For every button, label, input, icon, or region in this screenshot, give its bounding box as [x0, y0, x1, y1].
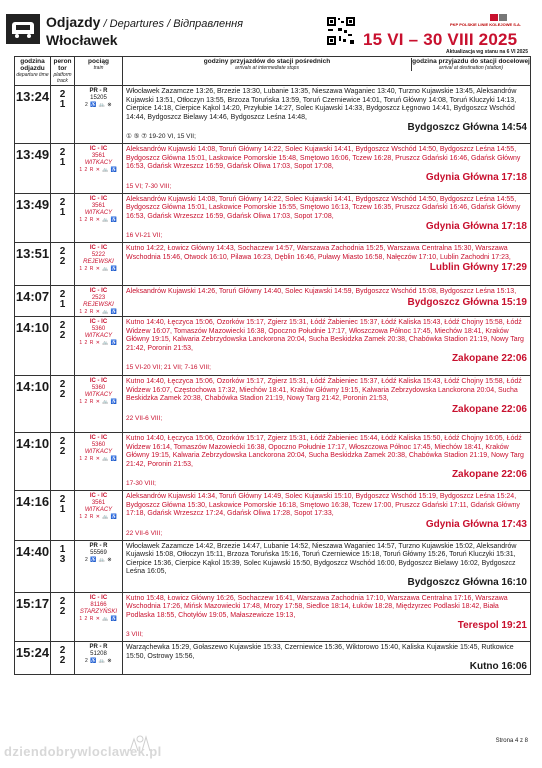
stops-cell: [123, 243, 531, 286]
track: 2: [59, 389, 66, 400]
train-name: REJEWSKI: [83, 259, 114, 265]
train-name: WITKACY: [84, 507, 113, 513]
carrier: IC - IC: [89, 493, 108, 499]
header: [0, 0, 542, 56]
update-note: Aktualizacja wg stanu na 6 VI 2025: [446, 49, 528, 55]
train-info: [75, 286, 123, 317]
platform-track: [51, 243, 75, 286]
intermediate-stops: Kutno 14:40, Łęczyca 15:06, Ozorków 15:17, Zgierz 15:31, Łódź Żabieniec 15:44, Łódź Kaliska 15:50, Łódź Chojny 16:05, Łódź Widzew 16:14, Tomaszów Mazowiecki 16:38, Opoczno Południe 17:17, Włoszczowa Północ 17:45, Miechów 18:41, Kraków Główny 19:15, Kalwaria Zebrzydowska Lanckorona 20:04, Sucha Beskidzka Zamek 20:38, Chabówka Stadion 21:19, Nowy Targ 21:42, Poronin 21:53,: [126, 435, 524, 468]
destination: Zakopane 22:06: [451, 403, 527, 415]
platform-track: [51, 376, 75, 433]
col-header-train: pociąg train: [75, 57, 123, 86]
track: 2: [59, 256, 66, 267]
carrier: IC - IC: [89, 435, 108, 441]
amenity-icons: 1 2 R ✕ 🚲 ♿: [79, 615, 118, 622]
departure-time: 14:07: [15, 286, 51, 317]
train-number: 2523: [91, 295, 106, 301]
platform-track: [51, 286, 75, 317]
train-name: WITKACY: [84, 449, 113, 455]
train-info: [75, 193, 123, 243]
intermediate-stops: Kutno 14:22, Łowicz Główny 14:43, Sochaczew 14:57, Warszawa Zachodnia 15:25, Warszawa Centralna 15:30, Warszawa Wschodnia 15:46, Otwock 16:10, Pilawa 16:23, Dęblin 16:46, Puławy Miasto 16:58, Nałęczów 17:10, Lublin Zachodni 17:23,: [126, 245, 511, 261]
platform: 2: [59, 436, 66, 447]
platform-track: [51, 540, 75, 592]
track: 1: [59, 157, 66, 168]
amenity-icons: 1 2 R ✕ 🚲 ♿: [79, 266, 118, 272]
train-number: 5360: [91, 326, 106, 332]
train-info: [75, 317, 123, 376]
page-title: [46, 14, 243, 30]
track: 1: [59, 99, 66, 110]
train-info: [75, 243, 123, 286]
departure-time: 14:10: [15, 433, 51, 491]
table-row: [15, 491, 531, 541]
train-number: 5222: [91, 252, 106, 258]
departure-time: 13:49: [15, 193, 51, 243]
platform: 2: [59, 595, 66, 607]
validity-dates: 15 VI – 30 VIII 2025: [363, 30, 518, 49]
train-number: 15205: [90, 95, 107, 101]
train-info: [75, 144, 123, 194]
carrier: PR - R: [89, 88, 108, 94]
amenity-icons: 2 ♿ 🚲 ⊗: [84, 102, 113, 108]
train-name: STARZYŃSKI: [79, 608, 118, 615]
table-header-row: [15, 57, 531, 86]
stops-cell: [123, 144, 531, 194]
amenity-icons: 1 2 R ✕ 🚲 ♿: [79, 514, 118, 520]
platform: 2: [59, 320, 66, 331]
stops-cell: [123, 540, 531, 592]
train-number: 3561: [91, 500, 106, 506]
train-number: 51208: [90, 651, 107, 657]
col-header-time: godzina odjazdu departure time: [15, 57, 51, 86]
table-row: [15, 243, 531, 286]
stops-cell: [123, 376, 531, 433]
track: 3: [59, 553, 66, 565]
platform-track: [51, 642, 75, 675]
destination: Zakopane 22:06: [451, 353, 527, 364]
amenity-icons: 1 2 R ✕ 🚲 ♿: [79, 309, 118, 315]
running-dates: ① ⑤ ⑦ 19-20 VI, 15 VII;: [126, 133, 196, 140]
departure-time: 13:49: [15, 144, 51, 194]
table-row: [15, 540, 531, 592]
train-info: [75, 592, 123, 642]
train-info: [75, 491, 123, 541]
intermediate-stops: Aleksandrów Kujawski 14:26, Toruń Główny 14:40, Solec Kujawski 14:59, Bydgoszcz Wschód 15:08, Bydgoszcz Leśna 15:13,: [126, 288, 517, 295]
table-row: [15, 592, 531, 642]
carrier: IC - IC: [89, 319, 108, 325]
title-sub: / Departures / Відправлення: [100, 18, 244, 30]
track: 1: [59, 206, 66, 218]
carrier: IC - IC: [89, 288, 108, 294]
departure-time: 13:24: [15, 86, 51, 144]
running-dates: 3 VIII;: [126, 631, 143, 638]
departure-time: 15:24: [15, 642, 51, 675]
train-name: WITKACY: [84, 209, 113, 216]
stops-cell: [123, 592, 531, 642]
amenity-icons: 1 2 R ✕ 🚲 ♿: [79, 167, 118, 173]
train-info: [75, 86, 123, 144]
col-header-platform: peron tor platform track: [51, 57, 75, 86]
platform: 2: [59, 379, 66, 390]
title-main: Odjazdy: [46, 14, 101, 30]
destination: Bydgoszcz Główna 16:10: [407, 576, 527, 588]
departure-time: 14:16: [15, 491, 51, 541]
platform-track: [51, 193, 75, 243]
destination: Lublin Główny 17:29: [429, 262, 527, 273]
track: 2: [59, 330, 66, 341]
stops-cell: [123, 193, 531, 243]
table-row: [15, 433, 531, 491]
table-row: [15, 144, 531, 194]
carrier: IC - IC: [89, 378, 108, 384]
running-dates: 22 VII-6 VIII;: [126, 529, 163, 537]
intermediate-stops: Aleksandrów Kujawski 14:08, Toruń Główny 14:22, Solec Kujawski 14:41, Bydgoszcz Wschód 14:50, Bydgoszcz Leśna 14:55, Bydgoszcz Główna 15:01, Laskowice Pomorskie 15:55, Smętowo 16:13, Tczew 16:35, Pruszcz Gdański 16:46, Gdańsk Główny 16:53, Gdańsk Wrzeszcz 16:59, Gdańsk Oliwa 17:03, Sopot 17:08,: [126, 195, 521, 220]
platform: 2: [59, 89, 66, 100]
platform: 2: [59, 289, 66, 300]
running-dates: 17-30 VIII;: [126, 480, 156, 487]
station-name: Włocławek: [46, 32, 118, 48]
train-number: 55569: [90, 549, 107, 556]
track: 2: [59, 605, 66, 617]
destination: Bydgoszcz Główna 15:19: [407, 296, 527, 308]
platform: 2: [59, 494, 66, 505]
table-row: [15, 376, 531, 433]
train-number: 5360: [91, 385, 106, 391]
carrier: PR - R: [89, 542, 108, 549]
stops-cell: [123, 286, 531, 317]
intermediate-stops: Warząchewka 15:29, Gołaszewo Kujawskie 15:33, Czerniewice 15:36, Wiktorowo 15:40, Kaliska Kujawskie 15:45, Rutkowice 15:50, Ostrowy 15:56,: [126, 644, 514, 660]
intermediate-stops: Włocławek Zazamcze 14:42, Brzezie 14:47, Lubanie 14:52, Nieszawa Waganiec 14:57, Turzno Kujawskie 15:02, Aleksandrów Kujawski 15:08, Otłoczyn 15:11, Brzoza Toruńska 15:16, Toruń Czerniewice 15:18, Toruń Główny 15:26, Toruń Kluczyki 15:31, Cierpice 15:36, Cierpice Kąkol 15:39, Solec Kujawski 15:50, Bydgoszcz Wschód 16:00, Bydgoszcz Bielawy 16:02, Bydgoszcz Leśna 16:05,: [126, 542, 517, 575]
amenity-icons: 2 ♿ 🚲 ⊗: [84, 658, 113, 664]
stops-cell: [123, 317, 531, 376]
train-info: [75, 433, 123, 491]
platform: 2: [59, 246, 66, 257]
qr-code-icon: [326, 16, 356, 46]
running-dates: 15 VI; 7-30 VIII;: [126, 182, 172, 190]
table-row: [15, 286, 531, 317]
train-name: WITKACY: [84, 160, 113, 166]
train-info: [75, 540, 123, 592]
track: 2: [59, 446, 66, 457]
track: 2: [59, 655, 66, 666]
destination: Gdynia Główna 17:18: [425, 221, 527, 232]
platform: 1: [59, 543, 66, 555]
train-number: 81166: [90, 601, 107, 608]
table-row: [15, 642, 531, 675]
pkp-logo-icon: [470, 14, 530, 22]
track: 1: [59, 504, 66, 515]
running-dates: 15 VI-20 VII; 21 VII; 7-16 VIII;: [126, 364, 211, 371]
train-number: 3561: [91, 202, 106, 209]
footer-site: dziendobrywloclawek.pl: [4, 744, 162, 759]
stops-cell: [123, 491, 531, 541]
running-dates: 16 VI-21 VII;: [126, 232, 163, 239]
intermediate-stops: Włocławek Zazamcze 13:26, Brzezie 13:30, Lubanie 13:35, Nieszawa Waganiec 13:40, Turzno Kujawskie 13:45, Aleksandrów Kujawski 13:51, Otłoczyn 13:55, Brzoza Toruńska 13:59, Toruń Czerniewice 14:01, Toruń Główny 14:08, Toruń Kluczyki 14:13, Cierpice 14:18, Cierpice Kąkol 14:20, Przyłubie 14:27, Solec Kujawski 14:33, Bydgoszcz Łęgnowo 14:41, Bydgoszcz Wschód 14:44, Bydgoszcz Bielawy 14:46, Bydgoszcz Leśna 14:48,: [126, 88, 517, 121]
train-info: [75, 376, 123, 433]
carrier: PR - R: [89, 644, 108, 650]
destination: Gdynia Główna 17:18: [425, 171, 527, 183]
destination: Kutno 16:06: [469, 661, 527, 672]
running-dates: 22 VII-6 VIII;: [126, 414, 163, 422]
intermediate-stops: Kutno 15:48, Łowicz Główny 16:26, Sochaczew 16:41, Warszawa Zachodnia 17:10, Warszawa Centralna 17:16, Warszawa Wschodnia 17:26, Mińsk Mazowiecki 17:48, Mrozy 17:58, Siedlce 18:14, Łuków 18:28, Międzyrzec Podlaski 18:42, Biała Podlaska 18:55, Chotyłów 19:05, Małaszewicze 19:13,: [126, 594, 508, 619]
amenity-icons: 1 2 R ✕ 🚲 ♿: [79, 340, 118, 346]
table-row: [15, 317, 531, 376]
col-header-stops: godziny przyjazdów do stacji pośrednich arrivals at intermediate stops godzina przyjazdu do stacji docelowej arrival at destination (station): [123, 57, 531, 86]
train-name: WITKACY: [84, 392, 113, 398]
table-row: [15, 86, 531, 144]
platform: 2: [59, 645, 66, 656]
track: 1: [59, 299, 66, 310]
platform-track: [51, 86, 75, 144]
train-logo-icon: [6, 14, 40, 44]
destination: Gdynia Główna 17:43: [425, 518, 527, 530]
timetable: [14, 56, 531, 675]
stops-cell: [123, 86, 531, 144]
amenity-icons: 2 ♿ 🚲 ⊗: [84, 556, 113, 563]
carrier: IC - IC: [89, 195, 108, 202]
carrier: IC - IC: [89, 594, 108, 601]
amenity-icons: 1 2 R ✕ 🚲 ♿: [79, 216, 118, 223]
train-number: 5360: [91, 442, 106, 448]
intermediate-stops: Aleksandrów Kujawski 14:34, Toruń Główny 14:49, Solec Kujawski 15:10, Bydgoszcz Wschód 15:19, Bydgoszcz Leśna 15:24, Bydgoszcz Główna 15:30, Laskowice Pomorskie 16:18, Smętowo 16:38, Tczew 17:00, Pruszcz Gdański 17:11, Gdańsk Główny 17:18, Gdańsk Wrzeszcz 17:24, Gdańsk Oliwa 17:28, Sopot 17:33,: [126, 493, 520, 517]
train-info: [75, 642, 123, 675]
stops-cell: [123, 433, 531, 491]
table-row: [15, 193, 531, 243]
train-name: WITKACY: [84, 333, 113, 339]
page-number: Strona 4 z 8: [495, 738, 528, 744]
intermediate-stops: Kutno 14:40, Łęczyca 15:06, Ozorków 15:17, Zgierz 15:31, Łódź Żabieniec 15:37, Łódź Kaliska 15:43, Łódź Chojny 15:58, Łódź Widzew 16:07, Tomaszów Mazowiecki 16:38, Opoczno Południe 17:17, Włoszczowa Północ 17:45, Miechów 18:41, Kraków Główny 19:15, Kalwaria Zebrzydowska Lanckorona 20:04, Sucha Beskidzka Zamek 20:38, Chabówka Stadion 21:19, Nowy Targ 21:42, Poronin 21:53,: [126, 319, 524, 352]
departure-time: 15:17: [15, 592, 51, 642]
carrier: IC - IC: [89, 245, 108, 251]
pkp-text: PKP POLSKIE LINIE KOLEJOWE S.A.: [450, 22, 522, 27]
amenity-icons: 1 2 R ✕ 🚲 ♿: [79, 399, 118, 405]
train-name: REJEWSKI: [83, 302, 114, 308]
departure-time: 14:10: [15, 317, 51, 376]
departure-time: 13:51: [15, 243, 51, 286]
platform-track: [51, 317, 75, 376]
train-number: 3561: [91, 153, 106, 159]
platform-track: [51, 144, 75, 194]
platform-track: [51, 491, 75, 541]
amenity-icons: 1 2 R ✕ 🚲 ♿: [79, 456, 118, 462]
destination: Bydgoszcz Główna 14:54: [407, 122, 527, 133]
destination: Zakopane 22:06: [451, 469, 527, 480]
stops-cell: [123, 642, 531, 675]
intermediate-stops: Aleksandrów Kujawski 14:08, Toruń Główny 14:22, Solec Kujawski 14:41, Bydgoszcz Wschód 14:50, Bydgoszcz Leśna 14:55, Bydgoszcz Główna 15:01, Laskowice Pomorskie 15:48, Smętowo 16:06, Tczew 16:28, Pruszcz Gdański 16:46, Gdańsk Główny 16:53, Gdańsk Wrzeszcz 16:59, Gdańsk Oliwa 17:03, Sopot 17:08,: [126, 146, 521, 170]
platform: 2: [59, 147, 66, 158]
departure-time: 14:40: [15, 540, 51, 592]
platform-track: [51, 433, 75, 491]
carrier: IC - IC: [89, 146, 108, 152]
departure-time: 14:10: [15, 376, 51, 433]
platform-track: [51, 592, 75, 642]
destination: Terespol 19:21: [457, 620, 527, 631]
platform: 2: [59, 196, 66, 208]
intermediate-stops: Kutno 14:40, Łęczyca 15:06, Ozorków 15:17, Zgierz 15:31, Łódź Żabieniec 15:37, Łódź Kaliska 15:43, Łódź Chojny 15:58, Łódź Widzew 16:07, Częstochowa 17:32, Miechów 18:41, Kraków Główny 19:15, Kalwaria Zebrzydowska Lanckorona 20:04, Sucha Beskidzka Zamek 20:38, Chabówka Stadion 21:19, Nowy Targ 21:42, Poronin 21:53,: [126, 378, 522, 402]
